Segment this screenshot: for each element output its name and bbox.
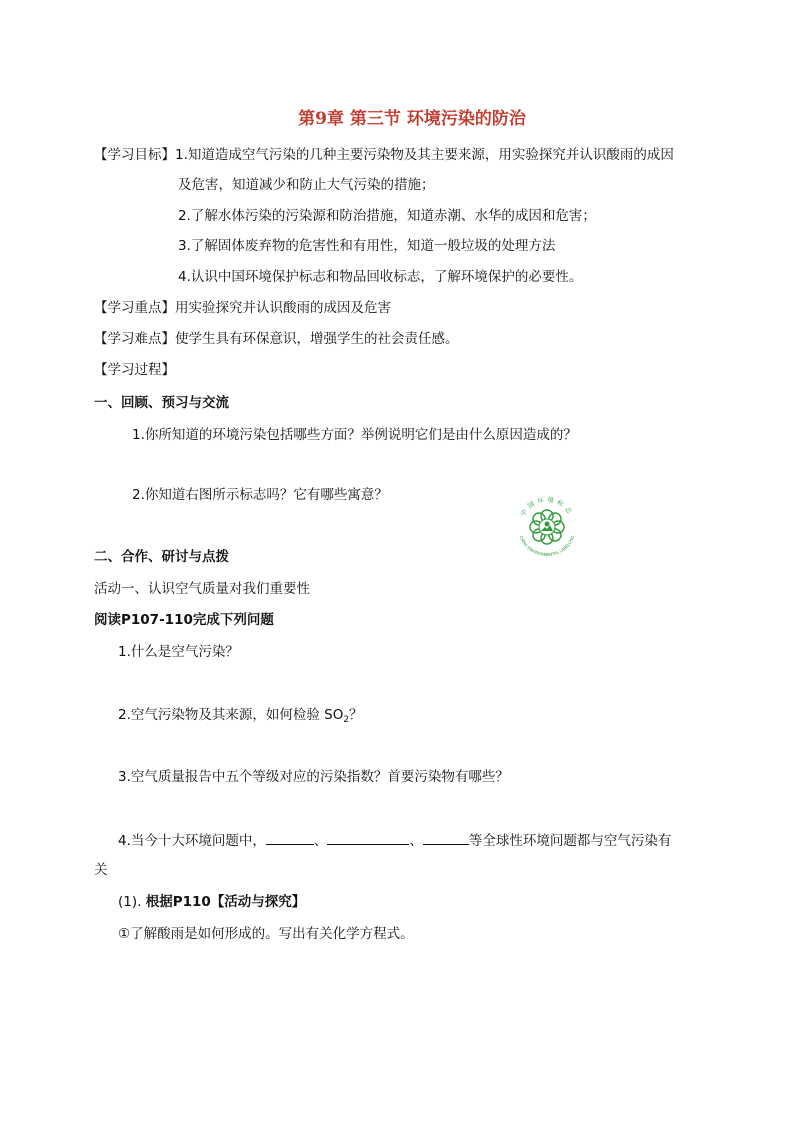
section-1-question-2: 2.你知道右图所示标志吗？它有哪些寓意？ bbox=[132, 487, 388, 503]
subsection-1-heading bbox=[118, 893, 305, 911]
objectives-row-1 bbox=[94, 146, 674, 164]
question-2-end: ？ bbox=[349, 707, 363, 723]
question-4-separator-2: 、 bbox=[409, 833, 423, 849]
question-4-continuation: 关 bbox=[94, 862, 108, 878]
process-label: 【学习过程】 bbox=[94, 362, 175, 378]
section-2-question-3: 3.空气质量报告中五个等级对应的污染指数？首要污染物有哪些？ bbox=[118, 769, 509, 785]
key-point-row bbox=[94, 299, 391, 317]
question-2-subscript: 2 bbox=[343, 715, 350, 725]
subsection-1-text: 根据P110【活动与探究】 bbox=[145, 894, 306, 910]
section-2-heading: 二、合作、研讨与点拨 bbox=[94, 549, 229, 565]
logo-bottom-text: CHINA ENVIRONMENTAL LABELLING bbox=[518, 534, 576, 558]
section-1-heading: 一、回顾、预习与交流 bbox=[94, 395, 229, 411]
question-4-end: 等全球性环境问题都与空气污染有 bbox=[468, 833, 672, 849]
subsection-1-item-1: ①了解酸雨是如何形成的。写出有关化学方程式。 bbox=[118, 926, 414, 942]
china-environmental-label-logo bbox=[512, 492, 582, 562]
objective-1-line-2: 及危害，知道减少和防止大气污染的措施； bbox=[178, 177, 435, 193]
section-1-question-1: 1.你所知道的环境污染包括哪些方面？举例说明它们是由什么原因造成的？ bbox=[132, 427, 577, 443]
difficulty-row bbox=[94, 330, 459, 348]
section-2-question-1: 1.什么是空气污染？ bbox=[118, 644, 239, 660]
answer-blank-2[interactable] bbox=[327, 830, 409, 845]
objective-1-line-1: 1.知道造成空气污染的几种主要污染物及其主要来源，用实验探究并认识酸雨的成因 bbox=[175, 147, 674, 163]
reading-instruction: 阅读P107-110完成下列问题 bbox=[94, 612, 274, 628]
subsection-1-number: (1). bbox=[118, 894, 142, 910]
difficulty-label: 【学习难点】 bbox=[94, 331, 175, 347]
answer-blank-3[interactable] bbox=[423, 830, 469, 845]
question-4-separator-1: 、 bbox=[313, 833, 328, 849]
key-point-text: 用实验探究并认识酸雨的成因及危害 bbox=[175, 300, 391, 316]
key-point-label: 【学习重点】 bbox=[94, 300, 175, 316]
logo-top-text: 中国环境标志 bbox=[518, 495, 576, 518]
activity-1-title: 活动一、认识空气质量对我们重要性 bbox=[94, 581, 310, 597]
objective-2: 2.了解水体污染的污染源和防治措施，知道赤潮、水华的成因和危害； bbox=[178, 208, 596, 224]
page-title: 第9章 第三节 环境污染的防治 bbox=[298, 109, 526, 129]
question-2-text: 2.空气污染物及其来源，如何检验 SO bbox=[118, 707, 344, 723]
objective-3: 3.了解固体废弃物的危害性和有用性，知道一般垃圾的处理方法 bbox=[178, 238, 556, 254]
section-2-question-2 bbox=[118, 706, 363, 729]
section-2-question-4 bbox=[118, 830, 671, 850]
objectives-label: 【学习目标】 bbox=[94, 147, 175, 163]
difficulty-text: 使学生具有环保意识，增强学生的社会责任感。 bbox=[175, 331, 459, 347]
objective-4: 4.认识中国环境保护标志和物品回收标志，了解环境保护的必要性。 bbox=[178, 269, 583, 285]
answer-blank-1[interactable] bbox=[266, 830, 314, 845]
question-4-start: 4.当今十大环境问题中， bbox=[118, 833, 266, 849]
